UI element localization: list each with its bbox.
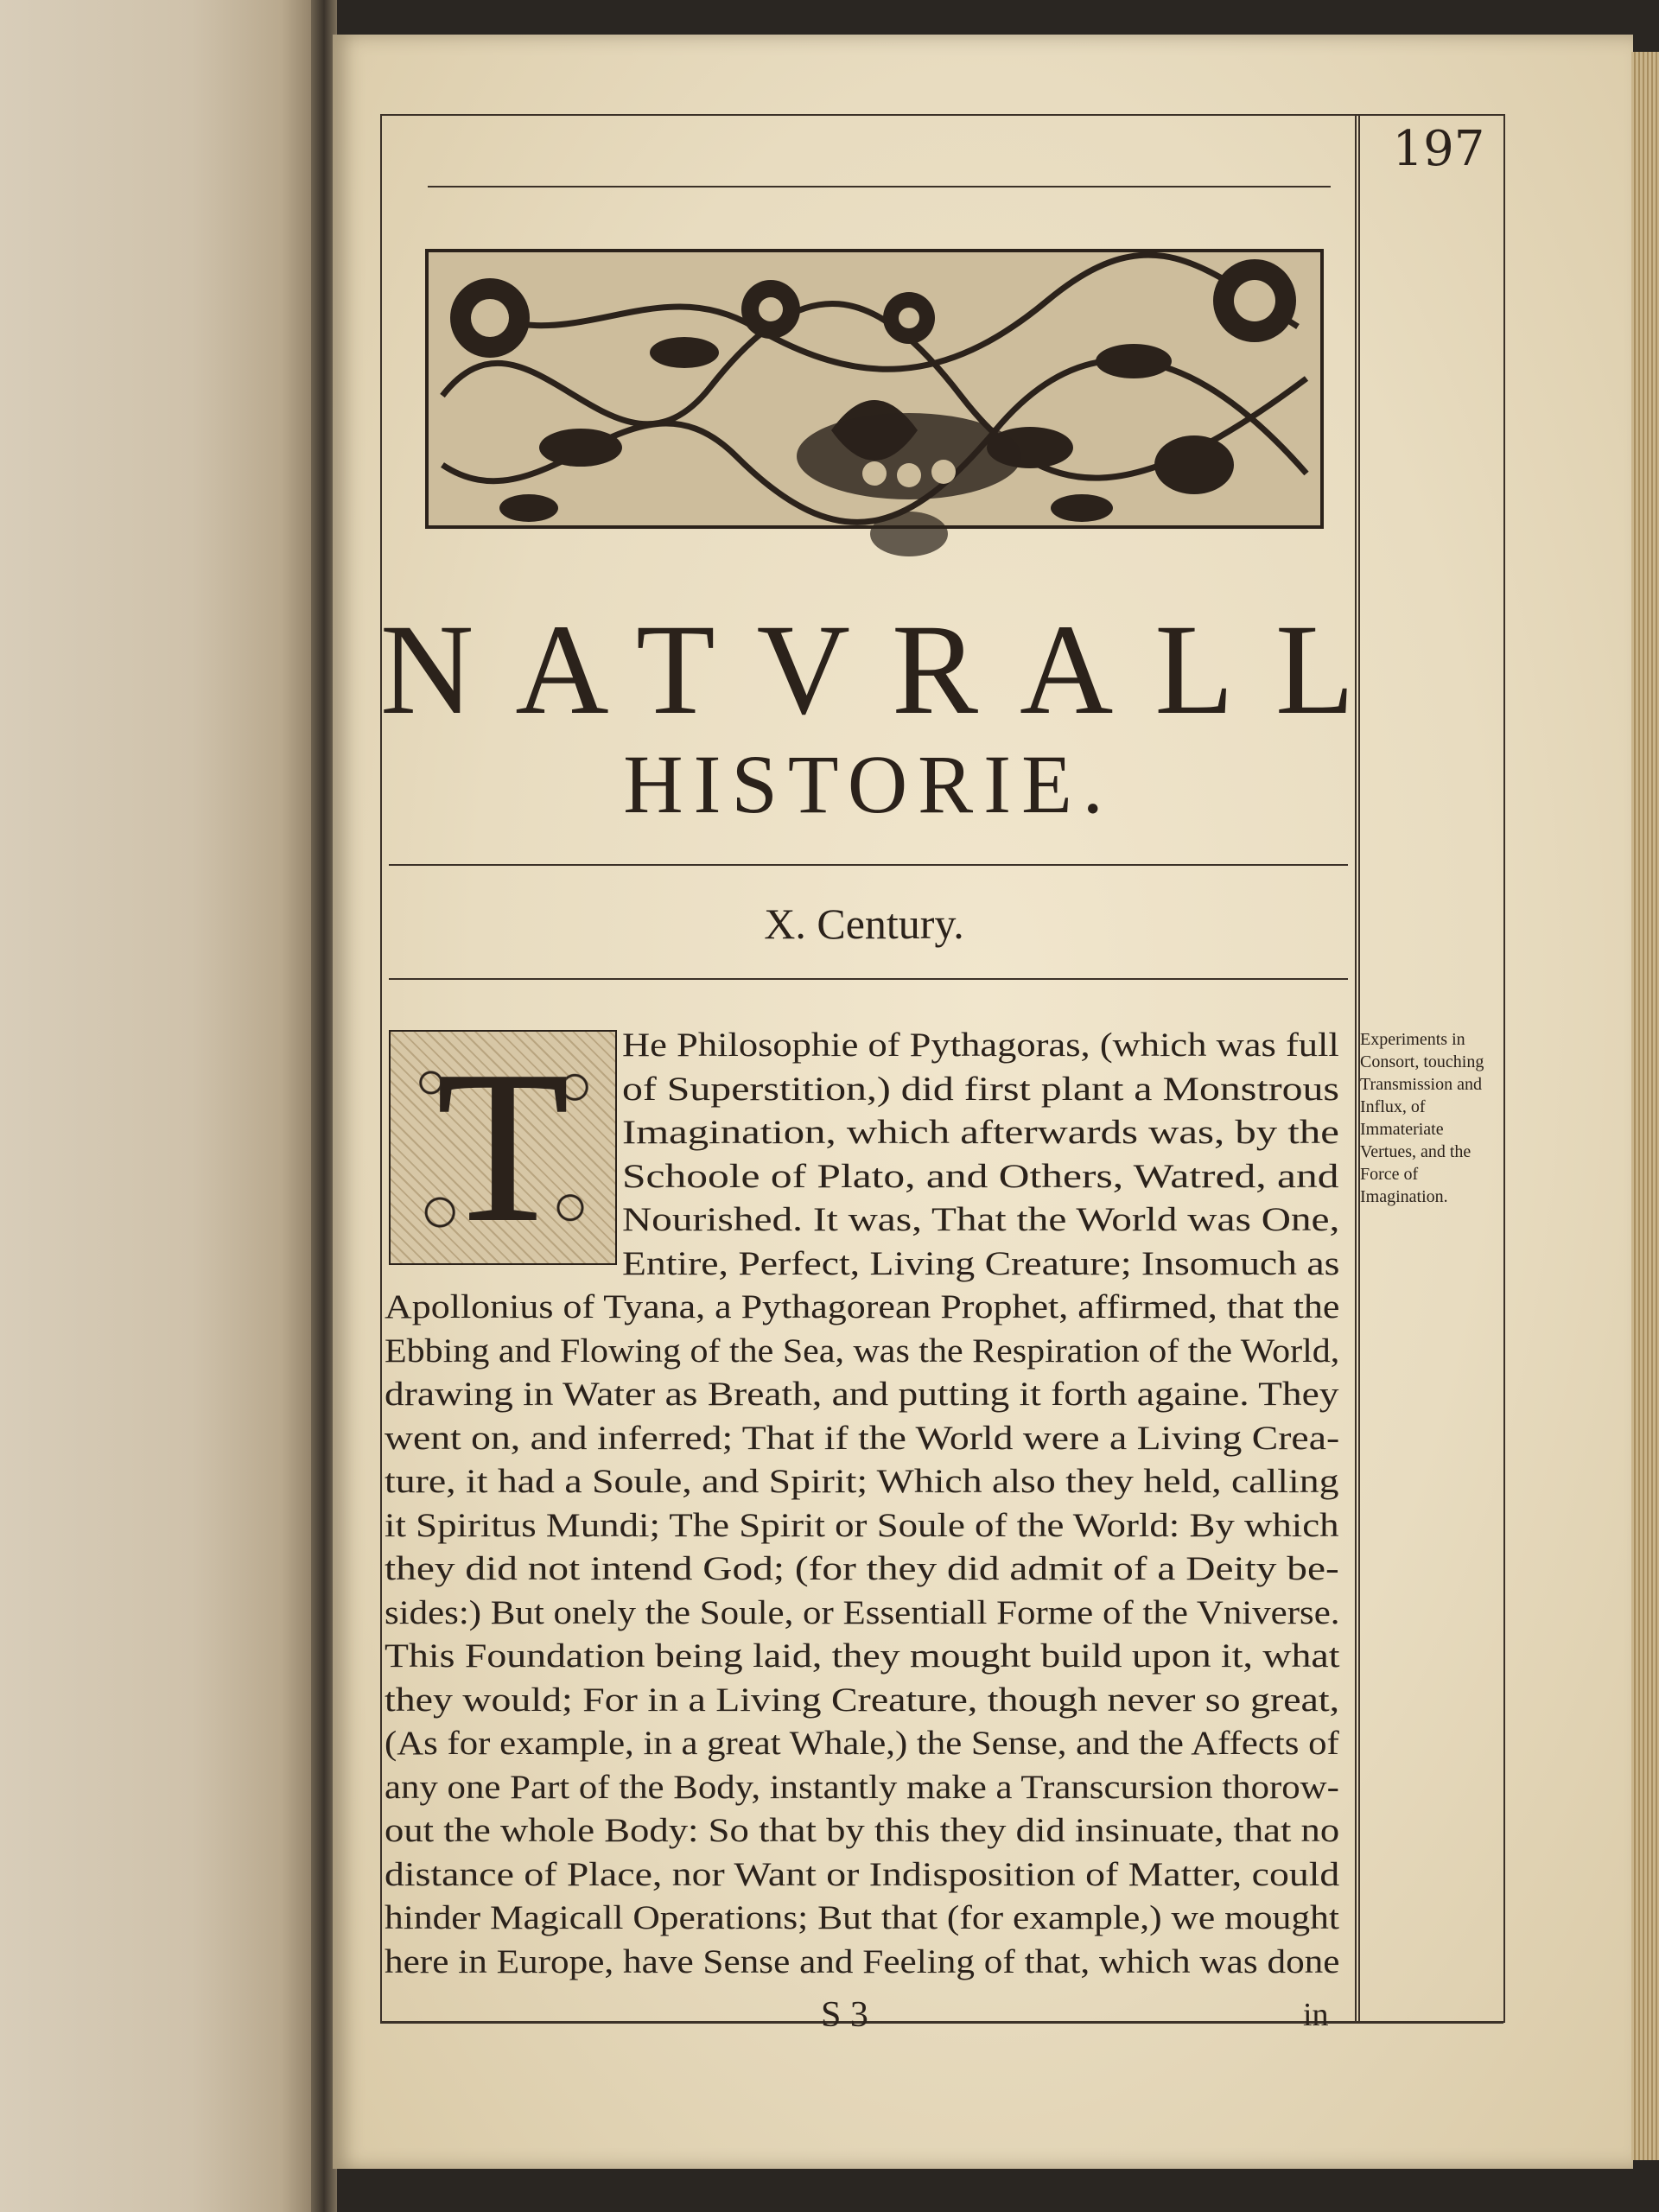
body-line: of Superstition,) did first plant a Monstrous (622, 1070, 1340, 1108)
signature-mark: S 3 (821, 1995, 868, 2035)
body-line: Schoole of Plato, and Others, Watred, and (622, 1157, 1339, 1195)
body-line: it Spiritus Mundi; The Spirit or Soule of the World: By which (385, 1506, 1339, 1544)
body-line: they did not intend God; (for they did admit of a Deity be- (385, 1550, 1339, 1587)
body-line: Nourished. It was, That the World was One, (622, 1201, 1340, 1238)
woodcut-ornament (425, 249, 1324, 560)
left-page (0, 0, 320, 2212)
body-line: (As for example, in a great Whale,) the Sense, and the Affects of (385, 1725, 1339, 1762)
body-line: any one Part of the Body, instantly make a Transcursion thorow- (385, 1768, 1339, 1806)
body-line: hinder Magicall Operations; But that (for example,) we mought (385, 1899, 1339, 1936)
body-line: out the whole Body: So that by this they did insinuate, that no (385, 1812, 1340, 1849)
dropcap-letter: T (436, 1027, 569, 1267)
body-line: Entire, Perfect, Living Creature; Insomuch as (622, 1244, 1340, 1282)
title-historie: HISTORIE. (623, 738, 1114, 830)
title-natvrall: NATVRALL (380, 598, 1396, 741)
body-line: Imagination, which afterwards was, by the (622, 1114, 1339, 1151)
catchword: in (1303, 1997, 1329, 2033)
body-line: drawing in Water as Breath, and putting it forth againe. They (385, 1376, 1339, 1413)
page-number: 197 (1392, 121, 1485, 177)
body-line: distance of Place, nor Want or Indisposition of Matter, could (385, 1855, 1340, 1893)
title-rule-top (389, 864, 1348, 866)
title-rule-bottom (389, 978, 1348, 980)
body-line: He Philosophie of Pythagoras, (which was full (622, 1027, 1339, 1064)
body-line: Ebbing and Flowing of the Sea, was the Respiration of the World, (385, 1332, 1340, 1370)
body-line: here in Europe, have Sense and Feeling of that, which was done (385, 1942, 1340, 1980)
decorated-dropcap (389, 1027, 617, 1267)
body-line: sides:) But onely the Soule, or Essentiall Forme of the Vniverse. (385, 1593, 1340, 1631)
body-line: Apollonius of Tyana, a Pythagorean Prophet, affirmed, that the (385, 1288, 1340, 1325)
bottom-rule (380, 2022, 1503, 2024)
body-line: ture, it had a Soule, and Spirit; Which also they held, calling (385, 1463, 1339, 1500)
page-edges (1631, 52, 1659, 2160)
body-line: went on, and inferred; That if the World were a Living Crea- (385, 1419, 1340, 1457)
header-rule (428, 186, 1331, 188)
section-heading: X. Century. (764, 899, 964, 948)
body-line: they would; For in a Living Creature, though never so great, (385, 1681, 1340, 1719)
body-line: This Foundation being laid, they mought build upon it, what (385, 1637, 1340, 1675)
margin-note: Experiments in Consort, touching Transmission and Influx, of Immateriate Vertues, and the Force of Imagination. (1360, 1030, 1484, 1206)
